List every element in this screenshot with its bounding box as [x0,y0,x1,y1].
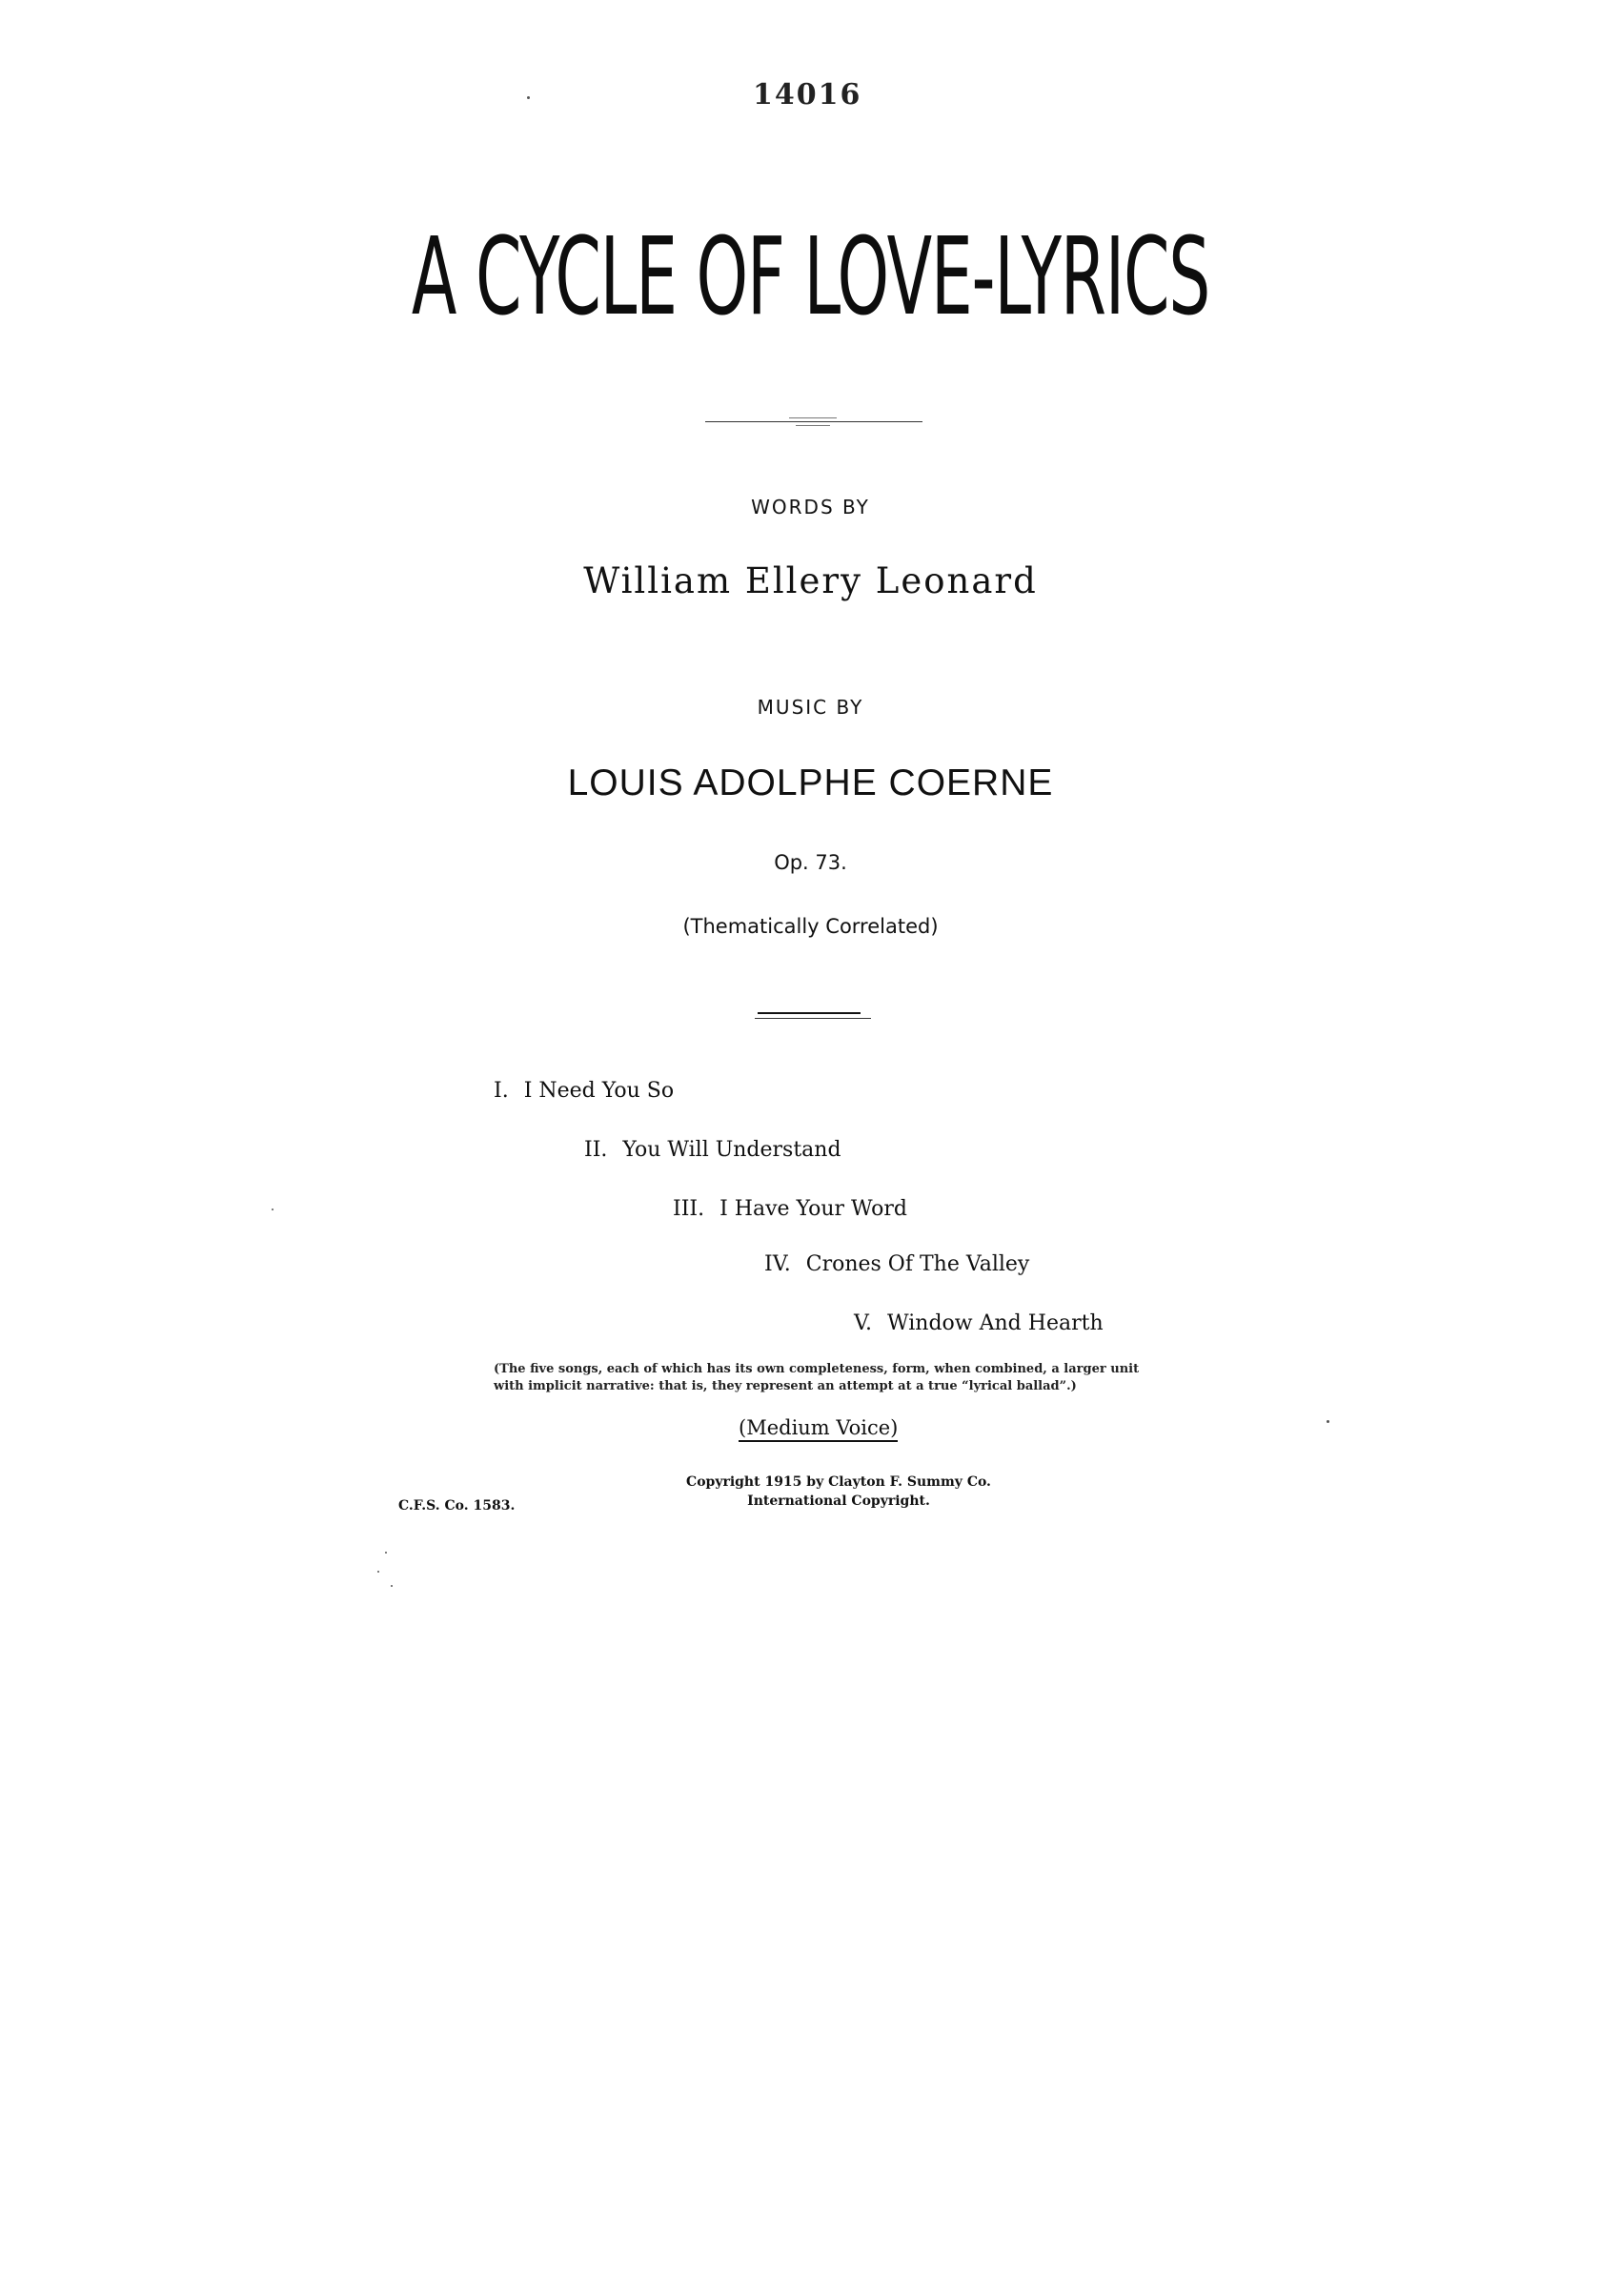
song-numeral: IV. [764,1252,791,1276]
song-numeral: III. [673,1197,705,1221]
song-list-item [764,1252,1029,1276]
copyright-line: Copyright 1915 by Clayton F. Summy Co. [686,1474,991,1490]
song-title: Crones Of The Valley [805,1252,1030,1276]
page-title: A CYCLE OF LOVE-LYRICS [411,215,1210,339]
title-rule [705,421,922,422]
music-by-label: MUSIC BY [757,696,864,719]
subtitle: (Thematically Correlated) [682,915,939,938]
lyricist-name: William Ellery Leonard [583,560,1038,601]
scan-speck [272,1209,274,1210]
song-numeral: II. [584,1138,608,1162]
song-numeral: V. [854,1311,873,1335]
scan-speck [391,1585,393,1587]
song-title: You Will Understand [622,1138,841,1162]
voice-designation: (Medium Voice) [739,1416,898,1442]
section-divider [758,1012,861,1014]
scan-speck [385,1552,387,1554]
title-rule-ornament-2 [796,425,830,426]
scan-speck [1327,1420,1329,1423]
song-title: Window And Hearth [887,1311,1104,1335]
words-by-label: WORDS BY [751,496,870,518]
scan-speck [377,1571,379,1573]
song-numeral: I. [494,1079,509,1103]
copyright-notice [667,1473,1010,1511]
song-list-item [584,1138,841,1162]
song-list-item [494,1079,674,1103]
song-title: I Have Your Word [719,1197,908,1221]
composer-name: LOUIS ADOLPHE COERNE [567,762,1054,803]
library-stamp: 14016 [753,78,862,112]
opus-number: Op. 73. [774,851,847,874]
section-divider-2 [755,1018,871,1019]
copyright-line: International Copyright. [747,1493,930,1509]
catalog-number: C.F.S. Co. 1583. [398,1498,516,1514]
scan-speck [527,96,530,99]
song-list-item [854,1311,1104,1335]
cycle-note: (The five songs, each of which has its own completeness, form, when combined, a larger unit with implicit narrative: that is, they represent an attempt at a true “lyrical ballad”.) [494,1362,1140,1393]
song-list-item [673,1197,907,1221]
song-title: I Need You So [523,1079,675,1103]
title-rule-ornament [789,417,837,418]
